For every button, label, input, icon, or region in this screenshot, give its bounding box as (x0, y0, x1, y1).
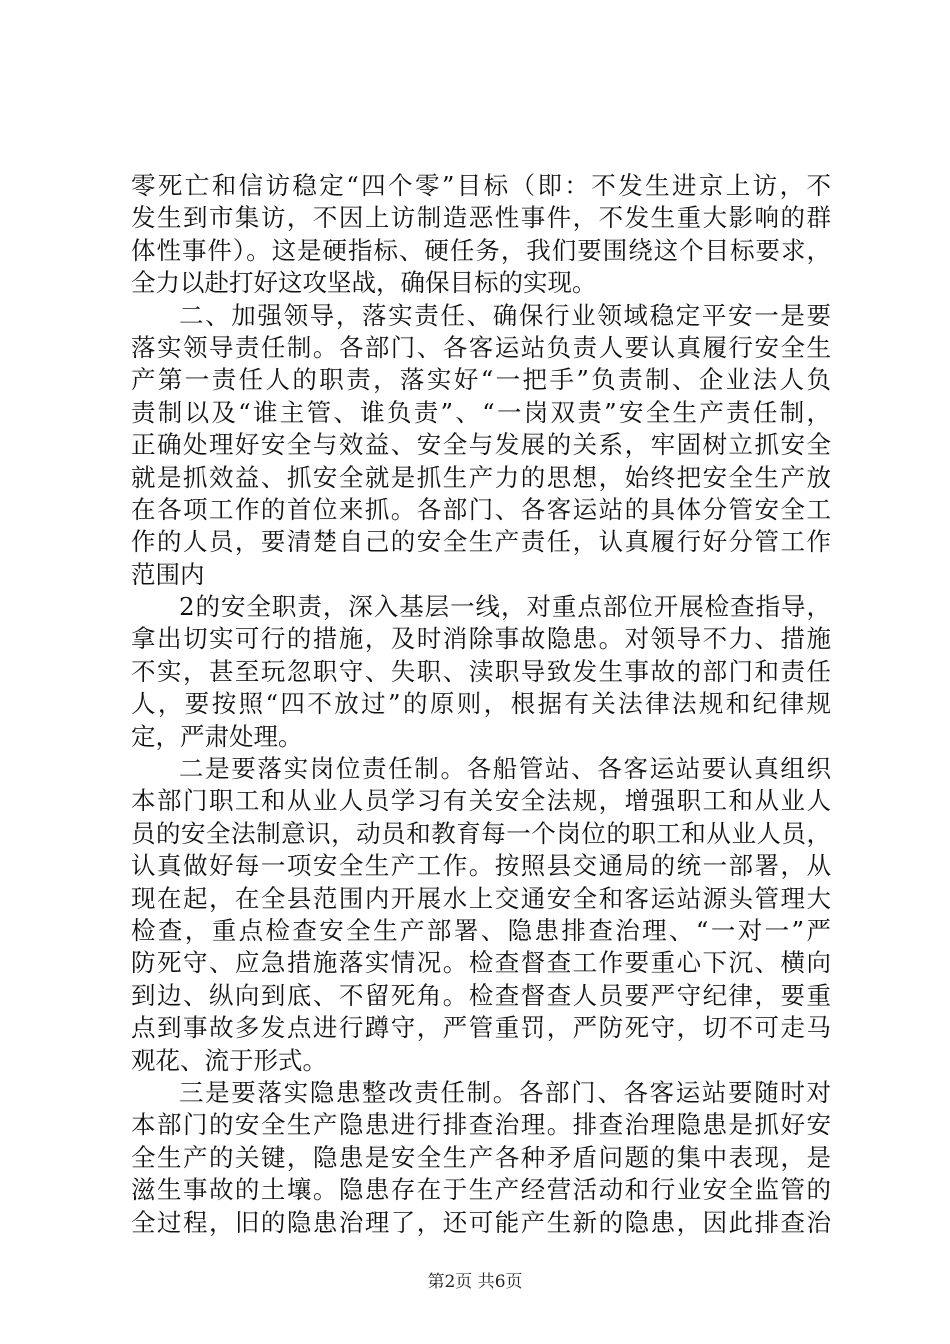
text-line: 检查，重点检查安全生产部署、隐患排查治理、“一对一”严 (131, 915, 831, 945)
text-line: 体性事件）。这是硬指标、硬任务，我们要围绕这个目标要求， (131, 235, 831, 265)
text-line: 范围内 (131, 559, 205, 589)
text-line: 二、加强领导，落实责任、确保行业领域稳定平安一是要 (179, 300, 831, 330)
text-line: 人，要按照“四不放过”的原则，根据有关法律法规和纪律规 (131, 689, 831, 719)
text-line: 就是抓效益、抓安全就是抓生产力的思想，始终把安全生产放 (131, 462, 831, 492)
text-line: 本部门的安全生产隐患进行排查治理。排查治理隐患是抓好安 (131, 1110, 831, 1140)
text-line: 发生到市集访，不因上访制造恶性事件，不发生重大影响的群 (131, 203, 831, 233)
text-line: 本部门职工和从业人员学习有关安全法规，增强职工和从业人 (131, 786, 831, 816)
text-line: 滋生事故的土壤。隐患存在于生产经营活动和行业安全监管的 (131, 1175, 831, 1205)
document-body (131, 170, 831, 1239)
text-line: 产第一责任人的职责，落实好“一把手”负责制、企业法人负 (131, 365, 831, 395)
text-line: 定，严肃处理。 (131, 721, 303, 751)
text-line: 全生产的关键，隐患是安全生产各种矛盾问题的集中表现，是 (131, 1142, 831, 1172)
text-line: 责制以及“谁主管、谁负责”、“一岗双责”安全生产责任制， (131, 397, 831, 427)
text-line: 在各项工作的首位来抓。各部门、各客运站的具体分管安全工 (131, 494, 831, 524)
text-line: 到边、纵向到底、不留死角。检查督查人员要严守纪律，要重 (131, 980, 831, 1010)
text-line: 员的安全法制意识，动员和教育每一个岗位的职工和从业人员， (131, 818, 831, 848)
page-footer: 第2页 共6页 (427, 1272, 523, 1292)
text-line: 作的人员，要清楚自己的安全生产责任，认真履行好分管工作 (131, 527, 831, 557)
text-line: 零死亡和信访稳定“四个零”目标（即：不发生进京上访，不 (131, 171, 831, 200)
text-line: 二是要落实岗位责任制。各船管站、各客运站要认真组织 (179, 754, 831, 784)
text-line: 认真做好每一项安全生产工作。按照县交通局的统一部署，从 (131, 851, 831, 881)
text-line: 观花、流于形式。 (131, 1045, 327, 1075)
text-line: 落实领导责任制。各部门、各客运站负责人要认真履行安全生 (131, 332, 831, 362)
text-line: 正确处理好安全与效益、安全与发展的关系，牢固树立抓安全 (131, 430, 831, 460)
text-line: 点到事故多发点进行蹲守，严管重罚，严防死守，切不可走马 (131, 1013, 831, 1043)
text-line: 三是要落实隐患整改责任制。各部门、各客运站要随时对 (179, 1077, 831, 1107)
text-line: 拿出切实可行的措施，及时消除事故隐患。对领导不力、措施 (131, 624, 831, 654)
text-line: 2的安全职责，深入基层一线，对重点部位开展检查指导， (179, 592, 831, 622)
text-line: 全过程，旧的隐患治理了，还可能产生新的隐患，因此排查治 (131, 1207, 831, 1237)
text-line: 防死守、应急措施落实情况。检查督查工作要重心下沉、横向 (131, 948, 831, 978)
text-line: 不实，甚至玩忽职守、失职、渎职导致发生事故的部门和责任 (131, 656, 831, 686)
text-line: 全力以赴打好这攻坚战，确保目标的实现。 (131, 268, 597, 298)
text-line: 现在起，在全县范围内开展水上交通安全和客运站源头管理大 (131, 883, 831, 913)
